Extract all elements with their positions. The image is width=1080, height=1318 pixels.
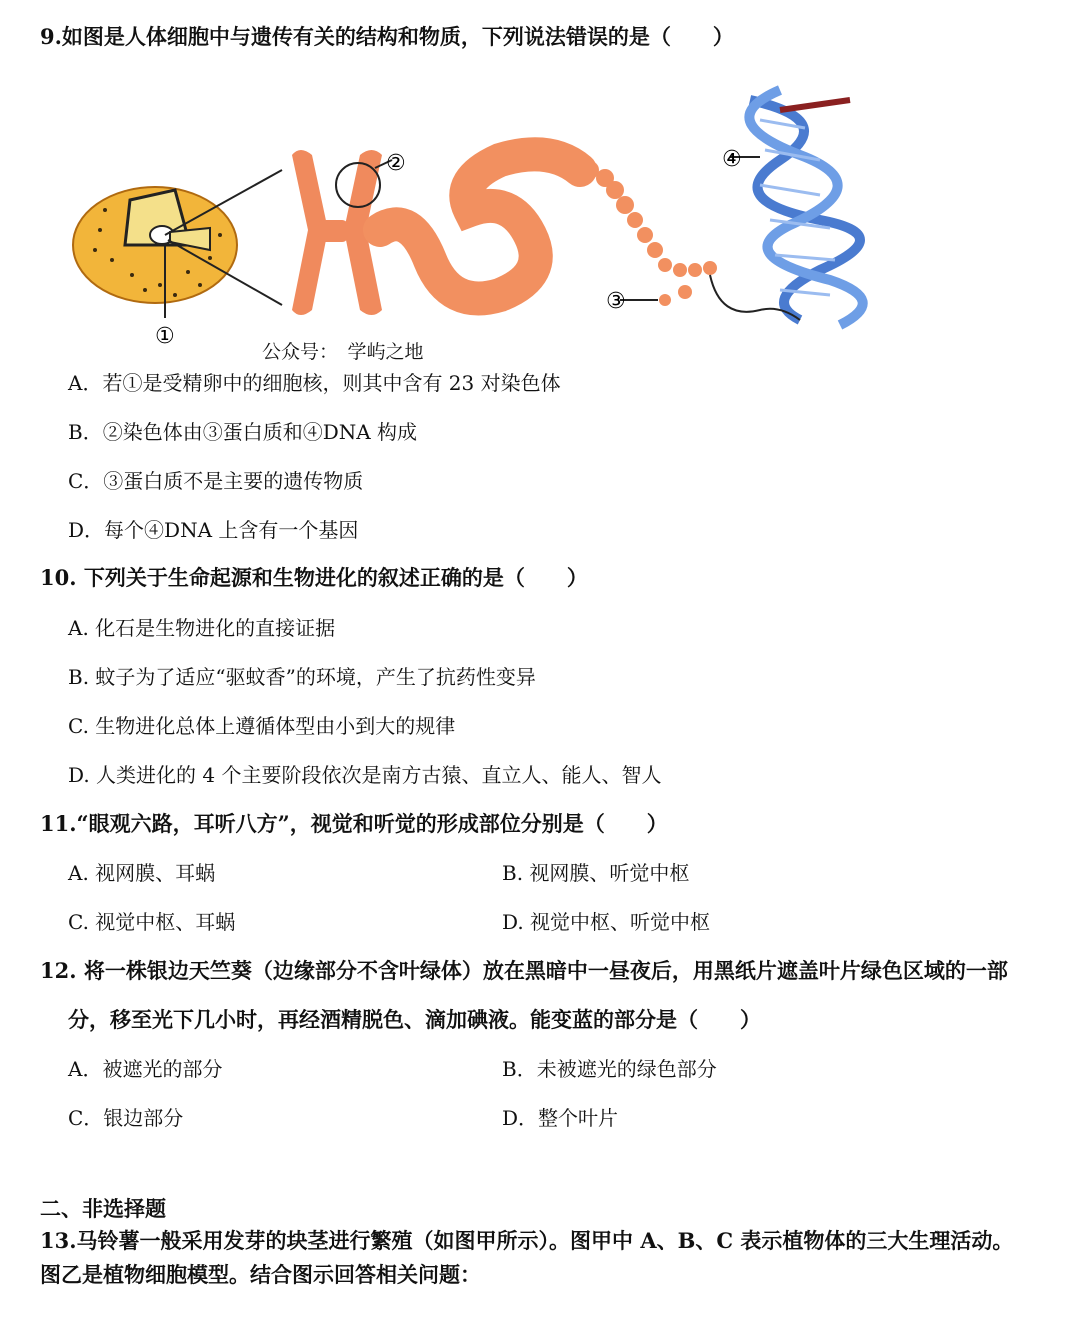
q11-stem: 11.“眼观六路，耳听八方”，视觉和听觉的形成部位分别是（ ） [40, 811, 668, 836]
q12-stem-line2: 分，移至光下几小时，再经酒精脱色、滴加碘液。能变蓝的部分是（ ） [68, 1007, 761, 1032]
q9-stem: 9.如图是人体细胞中与遗传有关的结构和物质，下列说法错误的是（ ） [40, 24, 734, 49]
watermark: 公众号： 学屿之地 [262, 341, 424, 363]
chromatin-illustration [380, 154, 717, 306]
q11-option-b: B. 视网膜、听觉中枢 [502, 861, 690, 885]
label-2: ② [386, 151, 406, 176]
section-title: 二、非选择题 [40, 1196, 166, 1221]
q9-option-b: B．②染色体由③蛋白质和④DNA 构成 [68, 420, 418, 444]
q9-option-a: A．若①是受精卵中的细胞核，则其中含有 23 对染色体 [68, 371, 561, 395]
q10-option-a: A. 化石是生物进化的直接证据 [68, 616, 336, 640]
q11-option-c: C. 视觉中枢、耳蜗 [68, 910, 236, 934]
q10-option-b: B. 蚊子为了适应“驱蚊香”的环境，产生了抗药性变异 [68, 665, 536, 689]
q10-stem: 10. 下列关于生命起源和生物进化的叙述正确的是（ ） [40, 565, 588, 590]
q11-option-d: D. 视觉中枢、听觉中枢 [502, 910, 711, 934]
q9-option-c: C．③蛋白质不是主要的遗传物质 [68, 469, 364, 493]
cell-illustration [73, 170, 282, 318]
q12-option-d: D．整个叶片 [502, 1106, 619, 1130]
q9-option-d: D．每个④DNA 上含有一个基因 [68, 518, 359, 542]
q12-option-a: A．被遮光的部分 [68, 1057, 223, 1081]
q12-option-c: C．银边部分 [68, 1106, 184, 1130]
q13-stem-line2: 图乙是植物细胞模型。结合图示回答相关问题： [40, 1262, 481, 1287]
q12-option-b: B．未被遮光的绿色部分 [502, 1057, 717, 1081]
dna-helix-illustration [710, 90, 863, 325]
q12-stem-line1: 12. 将一株银边天竺葵（边缘部分不含叶绿体）放在黑暗中一昼夜后，用黑纸片遮盖叶片绿色区域的一部 [40, 958, 1008, 983]
q10-option-d: D. 人类进化的 4 个主要阶段依次是南方古猿、直立人、能人、智人 [68, 763, 662, 787]
label-1: ① [155, 324, 175, 349]
label-3: ③ [606, 289, 626, 314]
label-4: ④ [722, 147, 742, 172]
q11-option-a: A. 视网膜、耳蜗 [68, 861, 216, 885]
q13-stem-line1: 13.马铃薯一般采用发芽的块茎进行繁殖（如图甲所示）。图甲中 A、B、C 表示植物体的三大生理活动。 [40, 1228, 1014, 1253]
q10-option-c: C. 生物进化总体上遵循体型由小到大的规律 [68, 714, 456, 738]
q9-figure [60, 60, 960, 360]
